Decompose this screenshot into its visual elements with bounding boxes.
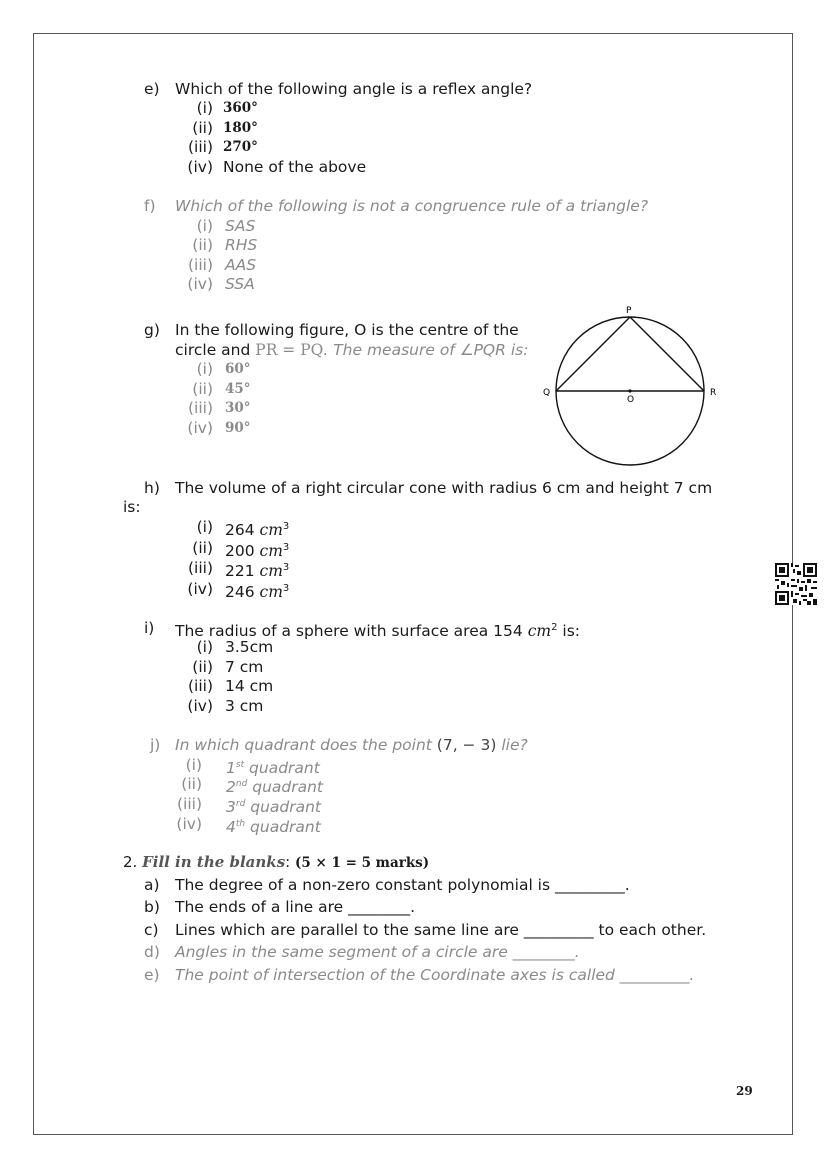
section-number: 2. [123, 853, 138, 871]
question-h-line1: The volume of a right circular cone with radius 6 cm and height 7 cm [175, 479, 713, 497]
option-word: quadrant [250, 818, 321, 837]
blank-b-text: The ends of a line are ________. [175, 898, 416, 916]
ordinal-number: 2 [226, 778, 236, 797]
unit: cm [259, 583, 283, 602]
option-text: 30° [225, 400, 251, 416]
blank-c-label: c) [144, 921, 159, 939]
option-text: None of the above [223, 158, 367, 176]
option-text: 3 cm [225, 697, 264, 715]
option-value: 246 [225, 583, 255, 602]
option-text: 360° [223, 100, 258, 116]
option-num: (ii) [192, 119, 213, 137]
ordinal-suffix: rd [235, 799, 246, 809]
option-text: 90° [225, 420, 251, 436]
option-num: (iv) [176, 815, 202, 833]
option-num: (ii) [192, 658, 213, 676]
unit-exponent: 2 [551, 622, 558, 633]
blank-e-text: The point of intersection of the Coordinate axes is called _________. [175, 966, 695, 984]
option-text: 45° [225, 381, 251, 397]
option-num: (iv) [187, 158, 213, 176]
option-text [225, 579, 289, 602]
ordinal-number: 3 [226, 798, 236, 817]
option-value: 200 [225, 542, 255, 561]
question-g-line2-c: . The measure of ∠PQR is: [323, 341, 529, 359]
ordinal-number: 4 [226, 818, 236, 837]
option-text: AAS [225, 256, 257, 274]
question-g-line1: In the following figure, O is the centre of the [175, 321, 519, 339]
unit: cm [527, 622, 552, 641]
question-i-text-b: is: [562, 622, 581, 641]
question-g-equation: PR = PQ [255, 341, 324, 359]
label-p: P [626, 306, 632, 316]
option-text [226, 814, 321, 837]
option-num: (ii) [181, 775, 202, 793]
circle-figure [536, 300, 726, 470]
section-marks: (5 × 1 = 5 marks) [294, 855, 430, 871]
question-j-point: (7, − 3) [436, 736, 497, 754]
option-num: (iii) [187, 138, 213, 156]
option-num: (i) [185, 756, 202, 774]
option-text: SSA [225, 275, 255, 293]
option-text: 180° [223, 120, 258, 136]
option-num: (i) [196, 638, 213, 656]
option-text: 60° [225, 361, 251, 377]
option-text: 14 cm [225, 677, 274, 695]
option-num: (ii) [192, 380, 213, 398]
section-heading [123, 852, 429, 873]
option-num: (iv) [187, 275, 213, 293]
option-word: quadrant [249, 759, 320, 778]
unit: cm [259, 521, 283, 540]
option-num: (iii) [176, 795, 202, 813]
option-num: (i) [196, 217, 213, 235]
question-j-text-b: lie? [501, 736, 528, 754]
question-g-line2-a: circle and [175, 341, 251, 359]
question-f-label: f) [144, 197, 156, 215]
blank-b-label: b) [144, 898, 160, 916]
unit-exponent: 3 [282, 521, 290, 532]
question-i-text-a: The radius of a sphere with surface area 154 [175, 622, 523, 641]
option-value: 221 [225, 562, 255, 581]
ordinal-suffix: th [235, 819, 246, 829]
label-r: R [710, 388, 717, 398]
option-num: (iii) [187, 677, 213, 695]
centre-point [628, 389, 631, 392]
question-g-line2 [175, 340, 528, 360]
option-num: (iii) [187, 559, 213, 577]
question-g-label: g) [144, 321, 160, 339]
option-num: (iii) [187, 399, 213, 417]
section-title: Fill in the blanks [142, 853, 286, 871]
section-colon: : [285, 853, 291, 871]
blank-d-text: Angles in the same segment of a circle are ________. [175, 943, 580, 961]
option-value: 264 [225, 521, 255, 540]
option-text [225, 558, 289, 581]
unit: cm [259, 562, 283, 581]
option-num: (ii) [192, 539, 213, 557]
question-f-text: Which of the following is not a congruence rule of a triangle? [175, 197, 649, 215]
option-num: (iv) [187, 697, 213, 715]
option-text: 270° [223, 139, 258, 155]
option-text: RHS [225, 236, 258, 254]
question-e-text: Which of the following angle is a reflex angle? [175, 80, 533, 98]
unit-exponent: 3 [282, 583, 290, 594]
blank-a-label: a) [144, 876, 160, 894]
option-num: (iv) [187, 580, 213, 598]
question-h-line2: is: [123, 498, 141, 516]
chord-pr [630, 317, 704, 391]
question-j-text-a: In which quadrant does the point [175, 736, 432, 754]
blank-a-text: The degree of a non-zero constant polynomial is _________. [175, 876, 630, 894]
qr-code-icon [775, 563, 817, 605]
option-num: (ii) [192, 236, 213, 254]
question-i-label: i) [144, 619, 155, 637]
option-text: 3.5cm [225, 638, 274, 656]
blank-c-text: Lines which are parallel to the same line are _________ to each other. [175, 921, 707, 939]
question-j-text [175, 735, 528, 755]
ordinal-suffix: st [235, 760, 245, 770]
chord-pq [556, 317, 630, 391]
option-text: 7 cm [225, 658, 264, 676]
option-num: (i) [196, 99, 213, 117]
option-word: quadrant [250, 798, 322, 817]
option-num: (iv) [187, 419, 213, 437]
ordinal-number: 1 [226, 759, 236, 778]
unit-exponent: 3 [282, 562, 290, 573]
unit-exponent: 3 [282, 542, 290, 553]
question-e-label: e) [144, 80, 160, 98]
option-text [225, 517, 289, 540]
option-num: (i) [196, 360, 213, 378]
page-number: 29 [736, 1084, 753, 1098]
option-word: quadrant [252, 778, 324, 797]
question-j-label: j) [150, 736, 161, 754]
option-text: SAS [225, 217, 256, 235]
option-num: (iii) [187, 256, 213, 274]
ordinal-suffix: nd [235, 779, 248, 789]
blank-d-label: d) [144, 943, 160, 961]
unit: cm [259, 542, 283, 561]
label-o: O [627, 395, 635, 405]
question-h-label: h) [144, 479, 160, 497]
blank-e-label: e) [144, 966, 160, 984]
option-num: (i) [196, 518, 213, 536]
label-q: Q [543, 388, 551, 398]
